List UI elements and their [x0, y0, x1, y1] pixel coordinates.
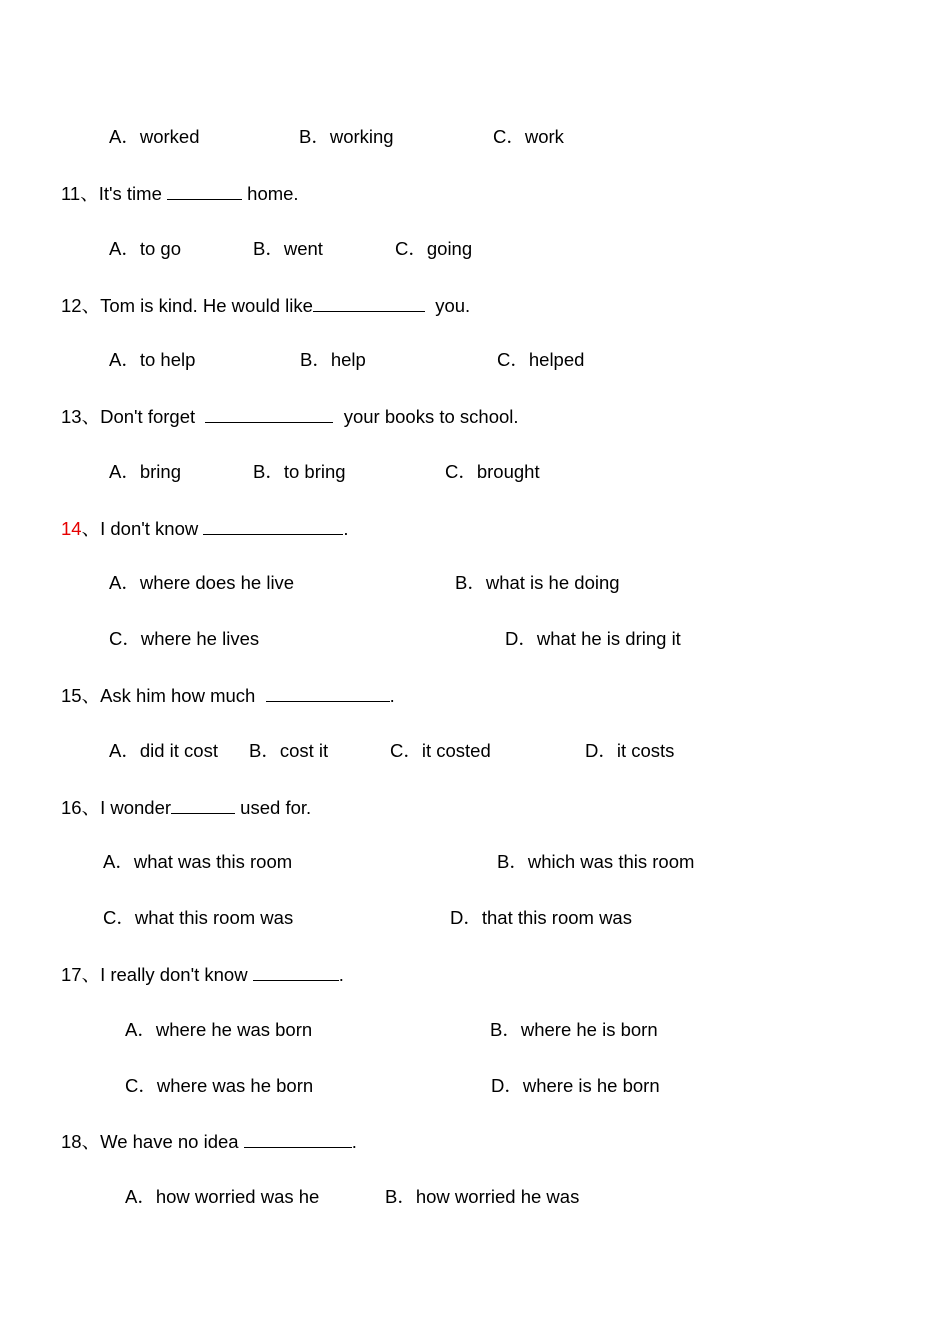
q15-option-a: A．did it cost — [109, 740, 218, 761]
q12-text-before: Tom is kind. He would like — [100, 295, 313, 316]
q11-blank — [167, 182, 242, 200]
q17-option-c: C．where was he born — [125, 1075, 314, 1096]
q15-blank — [266, 684, 390, 702]
q14-blank — [203, 517, 343, 535]
q12-option-b: B．help — [300, 349, 366, 370]
q14-text-before: I don't know — [100, 518, 204, 539]
q11-text-before: It's time — [98, 183, 168, 204]
q18-number: 18、 — [61, 1131, 101, 1152]
q14-stem — [61, 517, 349, 540]
q17-blank — [253, 963, 339, 981]
q12-option-a: A．to help — [109, 349, 196, 370]
q14-text-after: . — [343, 518, 349, 539]
q15-option-c: C．it costed — [390, 740, 491, 761]
q13-option-a: A．bring — [109, 461, 181, 482]
q10-option-c: C．work — [493, 126, 564, 147]
q14-option-b: B．what is he doing — [455, 572, 620, 593]
q15-text-before: Ask him how much — [100, 685, 266, 706]
q16-text-after: used for. — [235, 797, 312, 818]
q13-stem — [61, 405, 519, 428]
q16-blank — [171, 796, 235, 814]
q18-text-before: We have no idea — [100, 1131, 244, 1152]
q17-text-before: I really don't know — [100, 964, 253, 985]
q15-stem — [61, 684, 395, 707]
q13-text-before: Don't forget — [100, 406, 206, 427]
q12-option-c: C．helped — [497, 349, 585, 370]
q11-option-c: C．going — [395, 238, 473, 259]
q17-number: 17、 — [61, 964, 101, 985]
q18-blank — [244, 1130, 352, 1148]
q16-text-before: I wonder — [100, 797, 172, 818]
q16-option-a: A．what was this room — [103, 851, 293, 872]
q14-option-c: C．where he lives — [109, 628, 260, 649]
q14-option-d: D．what he is dring it — [505, 628, 681, 649]
q12-text-after: you. — [424, 295, 471, 316]
q12-stem — [61, 294, 470, 317]
q10-option-a: A．worked — [109, 126, 200, 147]
q16-number: 16、 — [61, 797, 101, 818]
q15-option-b: B．cost it — [249, 740, 329, 761]
q15-number: 15、 — [61, 685, 101, 706]
q11-option-b: B．went — [253, 238, 323, 259]
q16-option-c: C．what this room was — [103, 907, 294, 928]
q13-number: 13、 — [61, 406, 101, 427]
q13-blank — [205, 405, 333, 423]
q18-stem — [61, 1130, 357, 1153]
q18-option-a: A．how worried was he — [125, 1186, 320, 1207]
q16-option-b: B．which was this room — [497, 851, 695, 872]
q13-text-after: your books to school. — [333, 406, 519, 427]
q13-option-c: C．brought — [445, 461, 540, 482]
q17-option-a: A．where he was born — [125, 1019, 313, 1040]
q17-option-d: D．where is he born — [491, 1075, 660, 1096]
q13-option-b: B．to bring — [253, 461, 346, 482]
q10-option-b: B．working — [299, 126, 394, 147]
q11-stem — [61, 182, 299, 205]
q15-text-after: . — [389, 685, 395, 706]
q11-text-after: home. — [242, 183, 299, 204]
q17-text-after: . — [338, 964, 344, 985]
q14-separator: 、 — [81, 518, 101, 539]
q17-stem — [61, 963, 344, 986]
q12-number: 12、 — [61, 295, 101, 316]
q18-option-b: B．how worried he was — [385, 1186, 580, 1207]
q17-option-b: B．where he is born — [490, 1019, 658, 1040]
q14-number: 14 — [61, 518, 82, 539]
q18-text-after: . — [351, 1131, 357, 1152]
q16-stem — [61, 796, 311, 819]
q16-option-d: D．that this room was — [450, 907, 632, 928]
q11-option-a: A．to go — [109, 238, 181, 259]
q15-option-d: D．it costs — [585, 740, 675, 761]
q11-number: 11、 — [61, 183, 99, 204]
q12-blank — [313, 294, 425, 312]
q14-option-a: A．where does he live — [109, 572, 295, 593]
